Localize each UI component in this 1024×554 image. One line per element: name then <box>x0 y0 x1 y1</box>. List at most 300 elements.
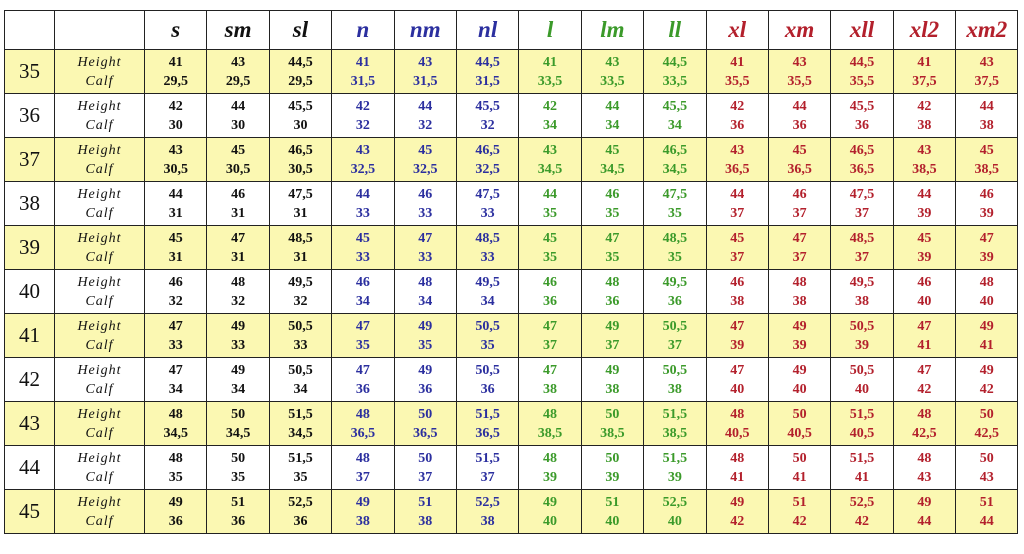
height-value: 45 <box>231 142 246 158</box>
calf-value: 32 <box>480 117 495 133</box>
height-value: 43 <box>605 54 620 70</box>
value-cell-xl2 <box>893 446 955 490</box>
height-value: 48 <box>168 450 183 466</box>
value-cell-s <box>145 402 207 446</box>
value-cell-nl <box>456 94 518 138</box>
column-header-xl2: xl2 <box>893 11 955 50</box>
calf-value: 40 <box>917 293 932 309</box>
calf-value: 37 <box>854 205 869 221</box>
measure-label-cell <box>55 138 145 182</box>
value-cell-xm2 <box>956 358 1018 402</box>
calf-value: 32,5 <box>413 161 438 177</box>
calf-value: 41 <box>730 469 745 485</box>
value-cell-xm2 <box>956 446 1018 490</box>
height-value: 43 <box>418 54 433 70</box>
column-header-n: n <box>332 11 394 50</box>
calf-value: 37 <box>480 469 495 485</box>
value-cell-xm2 <box>956 182 1018 226</box>
calf-value: 36 <box>730 117 745 133</box>
calf-label: Calf <box>85 513 114 529</box>
height-value: 51,5 <box>288 450 313 466</box>
calf-value: 38 <box>854 293 869 309</box>
height-value: 49 <box>730 494 745 510</box>
height-value: 49 <box>917 494 932 510</box>
table-body <box>5 50 1018 534</box>
calf-value: 34 <box>667 117 682 133</box>
height-value: 50 <box>231 406 246 422</box>
height-value: 46,5 <box>475 142 500 158</box>
height-value: 46,5 <box>662 142 688 158</box>
value-cell-nl <box>456 358 518 402</box>
value-cell-lm <box>581 358 643 402</box>
height-value: 50 <box>792 450 807 466</box>
column-header-xl: xl <box>706 11 768 50</box>
value-cell-xm2 <box>956 490 1018 534</box>
value-cell-sm <box>207 50 269 94</box>
calf-value: 44 <box>917 513 932 529</box>
calf-value: 34,5 <box>662 161 688 177</box>
value-cell-nl <box>456 226 518 270</box>
height-value: 51,5 <box>662 406 688 422</box>
calf-value: 31,5 <box>413 73 438 89</box>
height-value: 50,5 <box>662 362 688 378</box>
height-value: 44 <box>979 98 994 114</box>
calf-value: 33 <box>293 337 308 353</box>
value-cell-s <box>145 226 207 270</box>
height-value: 46 <box>917 274 932 290</box>
height-value: 47 <box>917 318 932 334</box>
value-cell-lm <box>581 490 643 534</box>
calf-value: 34 <box>543 117 558 133</box>
height-value: 49 <box>168 494 183 510</box>
height-value: 51,5 <box>849 450 875 466</box>
calf-value: 38 <box>605 381 620 397</box>
height-label: Height <box>77 406 122 422</box>
height-value: 49,5 <box>475 274 500 290</box>
height-value: 49,5 <box>662 274 688 290</box>
calf-value: 36,5 <box>475 425 500 441</box>
table-row <box>5 138 1018 182</box>
calf-value: 38 <box>917 117 932 133</box>
height-value: 44 <box>418 98 433 114</box>
calf-value: 38 <box>667 381 682 397</box>
value-cell-xl2 <box>893 314 955 358</box>
height-value: 45 <box>792 142 807 158</box>
value-cell-xl <box>706 226 768 270</box>
header-size-blank <box>5 11 55 50</box>
height-value: 43 <box>917 142 932 158</box>
height-value: 48 <box>979 274 994 290</box>
calf-value: 34 <box>480 293 495 309</box>
calf-value: 42 <box>979 381 994 397</box>
value-cell-nm <box>394 138 456 182</box>
calf-value: 36,5 <box>413 425 438 441</box>
value-cell-lm <box>581 94 643 138</box>
calf-value: 43 <box>979 469 994 485</box>
height-value: 46 <box>543 274 558 290</box>
table-row <box>5 270 1018 314</box>
calf-value: 39 <box>979 205 994 221</box>
height-value: 44,5 <box>662 54 688 70</box>
value-cell-xl2 <box>893 50 955 94</box>
value-cell-xl <box>706 402 768 446</box>
height-value: 45 <box>168 230 183 246</box>
value-cell-lm <box>581 270 643 314</box>
height-value: 45,5 <box>475 98 500 114</box>
calf-value: 40 <box>543 513 558 529</box>
value-cell-nl <box>456 182 518 226</box>
value-cell-xm2 <box>956 402 1018 446</box>
value-cell-xm <box>768 402 830 446</box>
calf-value: 37 <box>730 205 745 221</box>
value-cell-nm <box>394 182 456 226</box>
value-cell-xl2 <box>893 402 955 446</box>
calf-label: Calf <box>85 161 114 177</box>
calf-value: 34,5 <box>600 161 625 177</box>
value-cell-xll <box>831 138 893 182</box>
value-cell-sm <box>207 446 269 490</box>
column-header-xm: xm <box>768 11 830 50</box>
table-row <box>5 358 1018 402</box>
calf-value: 37 <box>605 337 620 353</box>
height-value: 46,5 <box>288 142 313 158</box>
value-cell-nm <box>394 270 456 314</box>
value-cell-xl2 <box>893 270 955 314</box>
value-cell-xl <box>706 314 768 358</box>
value-cell-s <box>145 358 207 402</box>
value-cell-xm2 <box>956 226 1018 270</box>
height-value: 48 <box>730 450 745 466</box>
height-value: 44 <box>543 186 558 202</box>
calf-value: 36 <box>854 117 869 133</box>
value-cell-sl <box>269 138 331 182</box>
calf-value: 40 <box>730 381 745 397</box>
height-value: 47 <box>355 362 370 378</box>
size-cell: 41 <box>5 314 55 358</box>
height-value: 48 <box>355 450 370 466</box>
table-row <box>5 446 1018 490</box>
value-cell-s <box>145 94 207 138</box>
calf-value: 34 <box>231 381 246 397</box>
height-value: 48,5 <box>662 230 688 246</box>
column-header-xm2: xm2 <box>956 11 1018 50</box>
size-cell: 45 <box>5 490 55 534</box>
calf-value: 35 <box>543 249 558 265</box>
value-cell-ll <box>644 490 706 534</box>
height-value: 51 <box>418 494 433 510</box>
height-value: 50 <box>418 450 433 466</box>
calf-value: 33,5 <box>662 73 688 89</box>
height-value: 44 <box>730 186 745 202</box>
value-cell-nl <box>456 138 518 182</box>
calf-value: 30 <box>231 117 246 133</box>
height-value: 50 <box>792 406 807 422</box>
height-label: Height <box>77 98 122 114</box>
value-cell-s <box>145 314 207 358</box>
height-value: 49 <box>355 494 370 510</box>
calf-value: 38 <box>355 513 370 529</box>
height-value: 46 <box>730 274 745 290</box>
height-value: 48 <box>792 274 807 290</box>
value-cell-xm <box>768 138 830 182</box>
height-value: 50,5 <box>849 318 875 334</box>
height-value: 42 <box>355 98 370 114</box>
value-cell-l <box>519 490 581 534</box>
value-cell-lm <box>581 138 643 182</box>
calf-value: 35,5 <box>787 73 812 89</box>
value-cell-xll <box>831 402 893 446</box>
calf-value: 37 <box>730 249 745 265</box>
height-value: 47 <box>543 318 558 334</box>
measure-label-cell <box>55 94 145 138</box>
value-cell-sm <box>207 94 269 138</box>
table-row <box>5 226 1018 270</box>
value-cell-sl <box>269 402 331 446</box>
height-value: 48 <box>605 274 620 290</box>
value-cell-n <box>332 138 394 182</box>
height-value: 46 <box>979 186 994 202</box>
calf-value: 40 <box>667 513 682 529</box>
value-cell-nm <box>394 490 456 534</box>
height-value: 44 <box>792 98 807 114</box>
height-value: 48 <box>543 450 558 466</box>
calf-label: Calf <box>85 337 114 353</box>
value-cell-ll <box>644 50 706 94</box>
value-cell-xl <box>706 358 768 402</box>
height-value: 48,5 <box>288 230 313 246</box>
column-header-s: s <box>145 11 207 50</box>
calf-value: 34,5 <box>225 425 251 441</box>
value-cell-xll <box>831 446 893 490</box>
height-value: 48 <box>917 406 932 422</box>
value-cell-xll <box>831 182 893 226</box>
height-value: 49 <box>418 318 433 334</box>
height-value: 45 <box>979 142 994 158</box>
table-row <box>5 490 1018 534</box>
calf-value: 30 <box>293 117 308 133</box>
calf-value: 31,5 <box>475 73 500 89</box>
height-value: 50 <box>418 406 433 422</box>
height-label: Height <box>77 274 122 290</box>
size-cell: 43 <box>5 402 55 446</box>
size-cell: 35 <box>5 50 55 94</box>
calf-value: 39 <box>543 469 558 485</box>
calf-value: 40,5 <box>849 425 875 441</box>
value-cell-xm2 <box>956 50 1018 94</box>
height-value: 44 <box>605 98 620 114</box>
value-cell-s <box>145 138 207 182</box>
calf-value: 38,5 <box>600 425 625 441</box>
value-cell-l <box>519 226 581 270</box>
height-value: 43 <box>355 142 370 158</box>
height-label: Height <box>77 318 122 334</box>
height-value: 48 <box>730 406 745 422</box>
value-cell-n <box>332 490 394 534</box>
height-value: 44 <box>168 186 183 202</box>
value-cell-ll <box>644 314 706 358</box>
height-value: 46 <box>168 274 183 290</box>
value-cell-sm <box>207 490 269 534</box>
value-cell-s <box>145 50 207 94</box>
height-value: 43 <box>792 54 807 70</box>
calf-label: Calf <box>85 249 114 265</box>
column-header-ll: ll <box>644 11 706 50</box>
calf-value: 34 <box>605 117 620 133</box>
value-cell-lm <box>581 50 643 94</box>
calf-value: 33 <box>480 249 495 265</box>
value-cell-nl <box>456 314 518 358</box>
height-value: 47 <box>168 362 183 378</box>
calf-value: 42,5 <box>974 425 1000 441</box>
height-value: 41 <box>168 54 183 70</box>
value-cell-ll <box>644 226 706 270</box>
calf-value: 42 <box>854 513 869 529</box>
calf-value: 40 <box>854 381 869 397</box>
calf-value: 42,5 <box>912 425 937 441</box>
height-value: 44,5 <box>849 54 875 70</box>
height-value: 46,5 <box>849 142 875 158</box>
calf-value: 29,5 <box>288 73 313 89</box>
calf-value: 36,5 <box>350 425 376 441</box>
calf-value: 37 <box>418 469 433 485</box>
value-cell-n <box>332 402 394 446</box>
calf-label: Calf <box>85 469 114 485</box>
column-header-lm: lm <box>581 11 643 50</box>
calf-value: 41 <box>792 469 807 485</box>
calf-value: 29,5 <box>163 73 188 89</box>
height-label: Height <box>77 230 122 246</box>
calf-value: 32 <box>355 117 370 133</box>
height-value: 47 <box>543 362 558 378</box>
calf-value: 30,5 <box>225 161 251 177</box>
calf-value: 33 <box>418 205 433 221</box>
value-cell-xm2 <box>956 270 1018 314</box>
height-value: 51,5 <box>288 406 313 422</box>
calf-value: 36,5 <box>849 161 875 177</box>
height-value: 49 <box>979 362 994 378</box>
calf-value: 42 <box>730 513 745 529</box>
size-cell: 42 <box>5 358 55 402</box>
calf-value: 41 <box>979 337 994 353</box>
height-label: Height <box>77 494 122 510</box>
calf-value: 31 <box>231 205 246 221</box>
value-cell-nm <box>394 314 456 358</box>
height-value: 51,5 <box>475 406 500 422</box>
value-cell-sl <box>269 50 331 94</box>
value-cell-nm <box>394 50 456 94</box>
value-cell-xl <box>706 490 768 534</box>
calf-value: 34 <box>168 381 183 397</box>
height-value: 47 <box>231 230 246 246</box>
value-cell-lm <box>581 446 643 490</box>
height-value: 41 <box>543 54 558 70</box>
height-value: 47 <box>792 230 807 246</box>
height-value: 45 <box>917 230 932 246</box>
height-value: 46 <box>418 186 433 202</box>
value-cell-nm <box>394 358 456 402</box>
height-value: 48 <box>917 450 932 466</box>
calf-value: 37,5 <box>912 73 937 89</box>
calf-value: 32 <box>293 293 308 309</box>
height-value: 48 <box>231 274 246 290</box>
calf-value: 38 <box>480 513 495 529</box>
calf-value: 35 <box>231 469 246 485</box>
height-value: 50 <box>231 450 246 466</box>
calf-value: 32,5 <box>475 161 500 177</box>
measure-label-cell <box>55 490 145 534</box>
value-cell-lm <box>581 314 643 358</box>
height-value: 51 <box>605 494 620 510</box>
measure-label-cell <box>55 182 145 226</box>
height-label: Height <box>77 54 122 70</box>
height-value: 50,5 <box>662 318 688 334</box>
size-table <box>4 10 1018 534</box>
calf-value: 38 <box>979 117 994 133</box>
calf-value: 32 <box>168 293 183 309</box>
value-cell-s <box>145 270 207 314</box>
height-value: 49 <box>418 362 433 378</box>
value-cell-xll <box>831 490 893 534</box>
value-cell-lm <box>581 182 643 226</box>
height-value: 47,5 <box>662 186 688 202</box>
height-value: 46 <box>792 186 807 202</box>
calf-value: 31 <box>168 249 183 265</box>
calf-value: 41 <box>917 337 932 353</box>
calf-value: 39 <box>730 337 745 353</box>
calf-value: 42 <box>792 513 807 529</box>
value-cell-sm <box>207 182 269 226</box>
value-cell-sl <box>269 314 331 358</box>
value-cell-xl2 <box>893 182 955 226</box>
value-cell-xll <box>831 226 893 270</box>
height-value: 47 <box>168 318 183 334</box>
value-cell-xl2 <box>893 94 955 138</box>
calf-value: 35 <box>168 469 183 485</box>
height-value: 51,5 <box>849 406 875 422</box>
value-cell-xm <box>768 490 830 534</box>
value-cell-sm <box>207 226 269 270</box>
calf-label: Calf <box>85 117 114 133</box>
height-value: 47 <box>917 362 932 378</box>
height-value: 45 <box>355 230 370 246</box>
height-value: 44 <box>231 98 246 114</box>
calf-value: 35,5 <box>724 73 750 89</box>
calf-value: 40,5 <box>724 425 750 441</box>
calf-value: 31 <box>293 205 308 221</box>
value-cell-s <box>145 490 207 534</box>
value-cell-ll <box>644 182 706 226</box>
calf-label: Calf <box>85 293 114 309</box>
size-chart <box>4 10 1018 534</box>
value-cell-n <box>332 226 394 270</box>
height-value: 49 <box>792 362 807 378</box>
value-cell-l <box>519 358 581 402</box>
column-header-sl: sl <box>269 11 331 50</box>
calf-value: 38 <box>418 513 433 529</box>
calf-value: 34,5 <box>288 425 313 441</box>
value-cell-n <box>332 182 394 226</box>
calf-value: 39 <box>605 469 620 485</box>
size-cell: 40 <box>5 270 55 314</box>
value-cell-xl <box>706 182 768 226</box>
value-cell-xl2 <box>893 226 955 270</box>
calf-value: 35,5 <box>849 73 875 89</box>
value-cell-xll <box>831 270 893 314</box>
calf-value: 33 <box>168 337 183 353</box>
calf-value: 33 <box>355 249 370 265</box>
height-value: 49 <box>543 494 558 510</box>
calf-value: 30 <box>168 117 183 133</box>
